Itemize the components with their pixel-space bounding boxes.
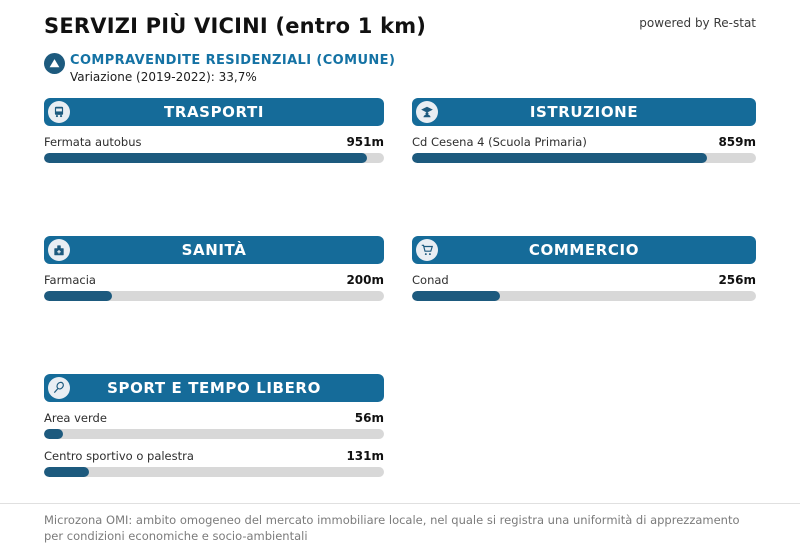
page-title: SERVIZI PIÙ VICINI (entro 1 km) — [44, 14, 427, 38]
service-label: Conad — [412, 273, 449, 287]
distance-bar-fill — [44, 467, 89, 477]
card-header — [44, 98, 384, 126]
distance-bar-track — [44, 429, 384, 439]
distance-bar-track — [44, 291, 384, 301]
triangle-delta-icon — [44, 53, 65, 74]
service-distance: 859m — [718, 135, 756, 149]
card-title: ISTRUZIONE — [529, 103, 639, 121]
service-item — [44, 411, 384, 439]
card-header — [412, 98, 756, 126]
card-header — [44, 374, 384, 402]
distance-bar-fill — [412, 153, 707, 163]
distance-bar-track — [44, 153, 384, 163]
card-title: SANITÀ — [181, 241, 247, 259]
card-title: SPORT E TEMPO LIBERO — [107, 379, 321, 397]
powered-by-label: powered by Re-stat — [639, 16, 756, 30]
footer-divider — [0, 503, 800, 544]
service-item — [412, 273, 756, 301]
service-label: Centro sportivo o palestra — [44, 449, 194, 463]
card-sport — [44, 374, 384, 477]
card-header — [44, 236, 384, 264]
card-title: TRASPORTI — [163, 103, 265, 121]
service-item — [44, 135, 384, 163]
service-distance: 951m — [346, 135, 384, 149]
card-commercio — [412, 236, 756, 301]
card-sanita — [44, 236, 384, 301]
service-item — [44, 449, 384, 477]
distance-bar-fill — [44, 429, 63, 439]
distance-bar-fill — [44, 291, 112, 301]
card-istruzione — [412, 98, 756, 163]
service-item — [412, 135, 756, 163]
racket-icon — [48, 377, 70, 399]
graduate-icon — [416, 101, 438, 123]
distance-bar-fill — [44, 153, 367, 163]
service-label: Fermata autobus — [44, 135, 142, 149]
cart-icon — [416, 239, 438, 261]
distance-bar-track — [412, 291, 756, 301]
footer-note: Microzona OMI: ambito omogeneo del mercato immobiliare locale, nel quale si registra una uniformità di apprezzamento per condizioni economiche e socio-ambientali — [44, 513, 740, 543]
service-distance: 131m — [346, 449, 384, 463]
distance-bar-track — [412, 153, 756, 163]
service-distance: 56m — [354, 411, 384, 425]
card-title: COMMERCIO — [528, 241, 640, 259]
card-trasporti — [44, 98, 384, 163]
service-label: Cd Cesena 4 (Scuola Primaria) — [412, 135, 587, 149]
card-header — [412, 236, 756, 264]
service-label: Farmacia — [44, 273, 96, 287]
service-cards-grid — [44, 98, 756, 477]
header-row — [44, 14, 756, 38]
service-distance: 256m — [718, 273, 756, 287]
subheader-variation: Variazione (2019-2022): 33,7% — [70, 70, 257, 84]
compravendite-subheader — [44, 53, 756, 84]
distance-bar-fill — [412, 291, 500, 301]
service-item — [44, 273, 384, 301]
hospital-icon — [48, 239, 70, 261]
distance-bar-track — [44, 467, 384, 477]
subheader-title: COMPRAVENDITE RESIDENZIALI (COMUNE) — [70, 53, 396, 68]
service-distance: 200m — [346, 273, 384, 287]
bus-icon — [48, 101, 70, 123]
service-label: Area verde — [44, 411, 107, 425]
